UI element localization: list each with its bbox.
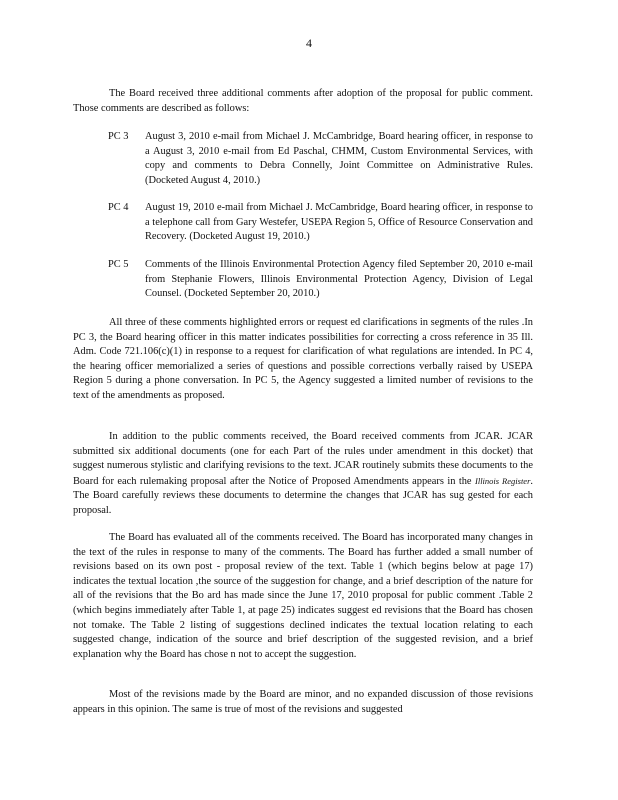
paragraph-evaluation: The Board has evaluated all of the comments received. The Board has incorporated many changes in the text of the rules in response to many of the comments. The Board has further added a small number of revisions based on its own post - proposal review of the text. Table 1 (which begins below at page 17) indicates the textual location ,the source of the suggestion for change, and a brief description of the nature for all of the revisions that the Bo ard has made since the June 17, 2010 proposal for public comment .Table 2 (which begins immediately after Table 1, at page 25) indicates suggest ed revisions that the Board has chosen not tomake. The Table 2 listing of suggestions declined indicates the textual location relating to each suggested change, indication of the source and brief description of the suggested revision, and a brief explanation why the Board has chose n not to accept the suggestion. [73, 532, 533, 660]
comment-text: August 3, 2010 e-mail from Michael J. McCambridge, Board hearing officer, in response to a August 3, 2010 e-mail from Ed Paschal, CHMM, Custom Environmental Services, with copy and comments to Debra Connelly, Joint Committee on Administrative Rules. (Docketed August 4, 2010.) [145, 131, 533, 186]
comment-text: Comments of the Illinois Environmental Protection Agency filed September 20, 2010 e-mail from Stephanie Flowers, Illinois Environmental Protection Agency, Division of Legal Counsel. (Docketed September 20, 2010.) [145, 259, 533, 300]
paragraph-jcar-before: In addition to the public comments received, the Board received comments from JCAR. JCAR submitted six additional documents (one for each Part of the rules under amendment in this docket) that suggest numerous stylistic and clarifying revisions to the text. JCAR routinely submits these documents to the Board for each rulemaking proposal after the Notice of Proposed Amendments appears in the [73, 431, 533, 487]
paragraph-jcar [73, 430, 533, 519]
intro-paragraph: The Board received three additional comments after adoption of the proposal for public comment. Those comments are described as follows: [73, 88, 533, 114]
paragraph-jcar-after: . The Board carefully reviews these documents to determine the changes that JCAR has sug gested for each proposal. [73, 475, 533, 516]
comment-item-pc3 [108, 130, 533, 188]
comment-text: August 19, 2010 e-mail from Michael J. McCambridge, Board hearing officer, in response to a telephone call from Gary Westefer, USEPA Region 5, Office of Resource Conservation and Recovery. (Docketed August 19, 2010.) [145, 202, 533, 243]
page-number: 4 [306, 36, 312, 50]
paragraph-comments-summary: All three of these comments highlighted errors or request ed clarifications in segments of the rules .In PC 3, the Board hearing officer in this matter indicates possibilities for correcting a cross reference in 35 Ill. Adm. Code 721.106(c)(1) in response to a request for clarification of what regulations are intended. In PC 4, the hearing officer memorialized a series of questions and possible corrections verbally raised by USEPA Region 5 during a phone conversation. In PC 5, the Agency suggested a limited number of revisions to the text of the amendments as proposed. [73, 317, 533, 401]
comment-item-pc5 [108, 258, 533, 302]
comment-item-pc4 [108, 201, 533, 245]
comment-code: PC 4 [108, 202, 129, 213]
comment-code: PC 3 [108, 131, 129, 142]
comment-code: PC 5 [108, 259, 129, 270]
illinois-register-italic: Illinois Register [475, 475, 531, 486]
paragraph-revisions: Most of the revisions made by the Board are minor, and no expanded discussion of those revisions appears in this opinion. The same is true of most of the revisions and suggested [73, 689, 533, 715]
